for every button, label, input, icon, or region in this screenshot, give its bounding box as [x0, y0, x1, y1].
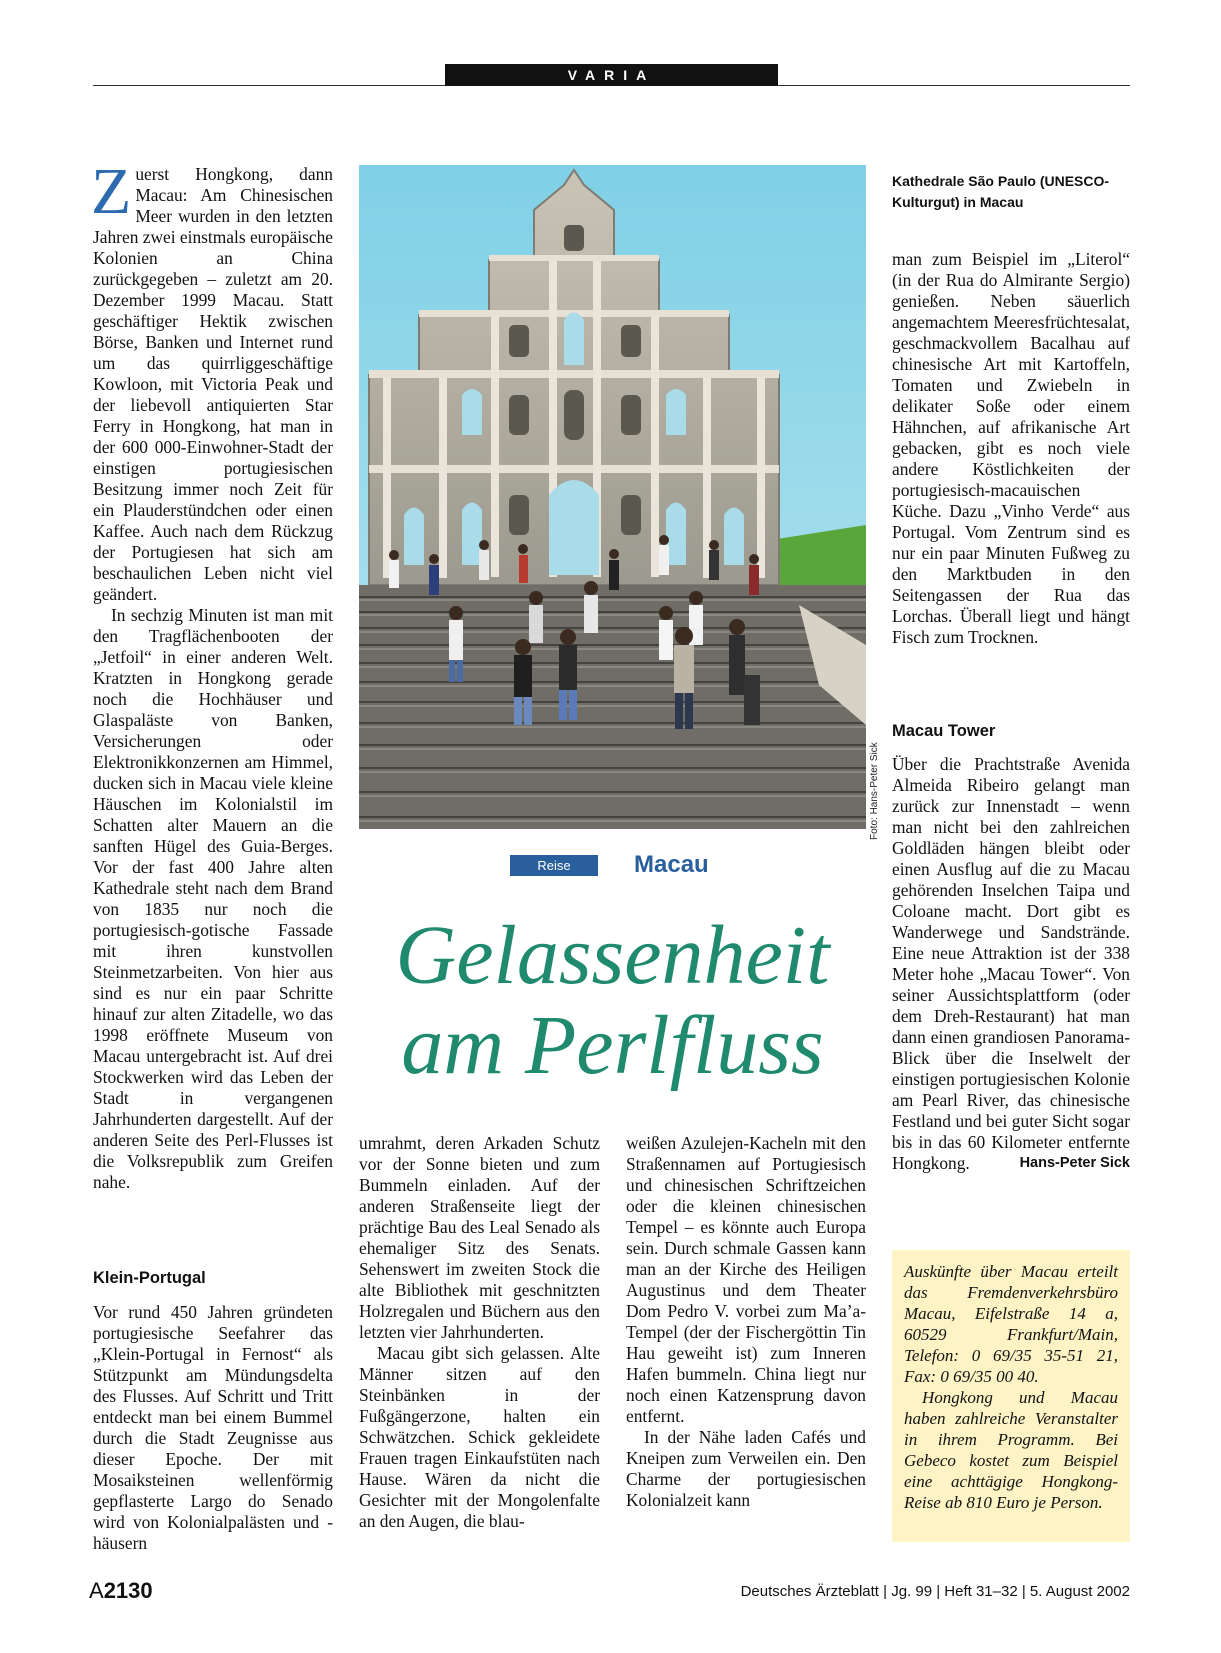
cathedral-illustration [359, 165, 866, 829]
cathedral-photo [359, 165, 866, 829]
page-number-value: 2130 [103, 1578, 153, 1603]
paragraph: Vor rund 450 Jahren gründeten portugiesische Seefahrer das „Klein-Portugal in Fernost“ als Stützpunkt am Mündungsdelta des Flusses. Auf Schritt und Tritt entdeckt man bei einem Bummel durch die Stadt Zeugnisse aus dieser Epoche. Der mit Mosaiksteinen wellenförmig gepflasterte Largo do Senado wird von Kolonialpalästen und -häusern [93, 1302, 333, 1553]
paragraph: In der Nähe laden Cafés und Kneipen zum Verweilen ein. Den Charme der portugiesischen Kolonialzeit kann [626, 1427, 866, 1510]
article-column-3 [626, 1133, 866, 1511]
article-column-1 [91, 155, 333, 1193]
headline [359, 911, 866, 1091]
paragraph: Über die Prachtstraße Avenida Almeida Ribeiro gelangt man zurück zur Innenstadt – wenn man nicht bei den zahlreichen Goldläden hängen bleibt oder einen Ausflug auf die zu Macau gehörenden Inselchen Taipa und Coloane macht. Dort gibt es Wanderwege und Sandstrände. Eine neue Attraktion ist der 338 Meter hohe „Macau Tower“. Von seiner Aussichtsplattform (oder dem Dreh-Restaurant) hat man dann einen grandiosen Panorama-Blick über die Inselwelt der einstigen portugiesischen Kolonie am Pearl River, das chinesische Festland und bei guter Sicht sogar bis in das 60 Kilometer entfernte Hongkong. Hans-Peter Sick [892, 754, 1130, 1173]
section-label: VARIA [445, 64, 778, 86]
subhead-klein-portugal: Klein-Portugal [93, 1269, 206, 1287]
headline-line-1: Gelassenheit [395, 909, 830, 1002]
article-column-2 [359, 1133, 600, 1532]
subhead-macau-tower: Macau Tower [892, 722, 996, 740]
headline-line-2: am Perlfluss [401, 999, 824, 1092]
article-column-1-continued [93, 1302, 333, 1554]
info-paragraph: Auskünfte über Macau erteilt das Fremdenverkehrsbüro Macau, Eifelstraße 14 a, 60529 Frankfurt/Main, Telefon: 0 69/35 35-51 21, Fax: 0 69/35 00 40. [904, 1262, 1118, 1386]
photo-credit: Foto: Hans-Peter Sick [869, 742, 880, 840]
paragraph: umrahmt, deren Arkaden Schutz vor der Sonne bieten und zum Bummeln einladen. Auf der anderen Straßenseite liegt der prächtige Bau des Leal Senado als ehemaliger Sitz des Senats. Sehenswert im zweiten Stock die alte Bibliothek mit geschnitzten Holzregalen und Büchern aus den letzten vier Jahrhunderten. [359, 1133, 600, 1342]
photo-caption: Kathedrale São Paulo (UNESCO-Kulturgut) in Macau [892, 173, 1110, 210]
paragraph: weißen Azulejen-Kacheln mit den Straßennamen auf Portugiesisch und chinesischen Schriftzeichen oder die kleinen chinesischen Tempel – es könnte auch Europa sein. Durch schmale Gassen kann man an der Kirche des Heiligen Augustinus und dem Theater Dom Pedro V. vorbei zum Ma’a-Tempel (der der Fischergöttin Tin Hau geweiht ist) zum Inneren Hafen bummeln. China liegt nur noch einen Katzensprung davon entfernt. [626, 1133, 866, 1426]
info-box [892, 1250, 1130, 1542]
article-column-4 [892, 249, 1130, 648]
drop-cap: Z [91, 155, 132, 228]
paragraph: man zum Beispiel im „Literol“ (in der Rua do Almirante Sergio) genießen. Neben säuerlich angemachtem Meeresfrüchtesalat, geschmackvollem Bacalhau auf chinesische Art mit Kartoffeln, Tomaten und Zwiebeln in delikater Soße oder einem Hähnchen, auf afrikanische Art gebacken, gibt es noch viele andere Köstlichkeiten der portugiesisch-macauischen Küche. Dazu „Vinho Verde“ aus Portugal. Vom Zentrum sind es nur ein paar Minuten Fußweg zu den Marktbuden in den Seitengassen der Rua das Lorchas. Überall liegt und hängt Fisch zum Trocknen. [892, 249, 1130, 647]
journal-info: Deutsches Ärzteblatt | Jg. 99 | Heft 31–32 | 5. August 2002 [740, 1583, 1130, 1600]
page-prefix: A [89, 1578, 104, 1603]
rubric-badge: Reise [510, 855, 598, 876]
author-name: Hans-Peter Sick [1019, 1155, 1130, 1171]
paragraph: In sechzig Minuten ist man mit den Tragflächenbooten der „Jetfoil“ in einer anderen Welt. Kratzten in Hongkong gerade noch die Hochhäuser und Glaspaläste von Banken, Versicherungen oder Elektronikkonzernen am Himmel, ducken sich in Macau viele kleine Häuschen im Kolonialstil im Schatten alter Mauern an die sanften Hügel des Guia-Berges. Vor der fast 400 Jahre alten Kathedrale steht nach dem Brand von 1835 nur noch die portugiesisch-gotische Fassade mit ihren kunstvollen Steinmetzarbeiten. Von hier aus sind es nur ein paar Schritte hinauf zur alten Zitadelle, wo das 1998 eröffnete Museum von Macau untergebracht ist. Auf drei Stockwerken wird das Leben der Stadt in vergangenen Jahrhunderten dargestellt. Auf der anderen Seite des Perl-Flusses ist die Volksrepublik zum Greifen nahe. [93, 605, 333, 1192]
article-column-4-continued [892, 754, 1130, 1174]
paragraph: Zuerst Hongkong, dann Macau: Am Chinesischen Meer wurden in den letzten Jahren zwei einstmals europäische Kolonien an China zurückgegeben – zuletzt am 20. Dezember 1999 Macau. Statt geschäftiger Hektik zwischen Börse, Banken und Internet rund um das quirrliggeschäftige Kowloon, mit Victoria Peak und der liebevoll antiquierten Star Ferry in Hongkong, hat man in der 600 000-Einwohner-Stadt der einstigen portugiesischen Besitzung immer noch Zeit für ein Plauderstündchen oder einen Kaffee. Auch nach dem Rückzug der Portugiesen hat sich am beschaulichen Leben nicht viel geändert. [91, 155, 333, 604]
page-number [89, 1578, 153, 1604]
rubric-title: Macau [634, 851, 709, 878]
paragraph: Macau gibt sich gelassen. Alte Männer sitzen auf den Steinbänken in der Fußgängerzone, halten ein Schwätzchen. Schick gekleidete Frauen tragen Einkaufstüten nach Hause. Wären da nicht die Gesichter mit der Mongolenfalte an den Augen, die blau- [359, 1343, 600, 1531]
info-paragraph: Hongkong und Macau haben zahlreiche Veranstalter in ihrem Programm. Bei Gebeco kostet zum Beispiel eine achttägige Hongkong-Reise ab 810 Euro je Person. [904, 1388, 1118, 1512]
